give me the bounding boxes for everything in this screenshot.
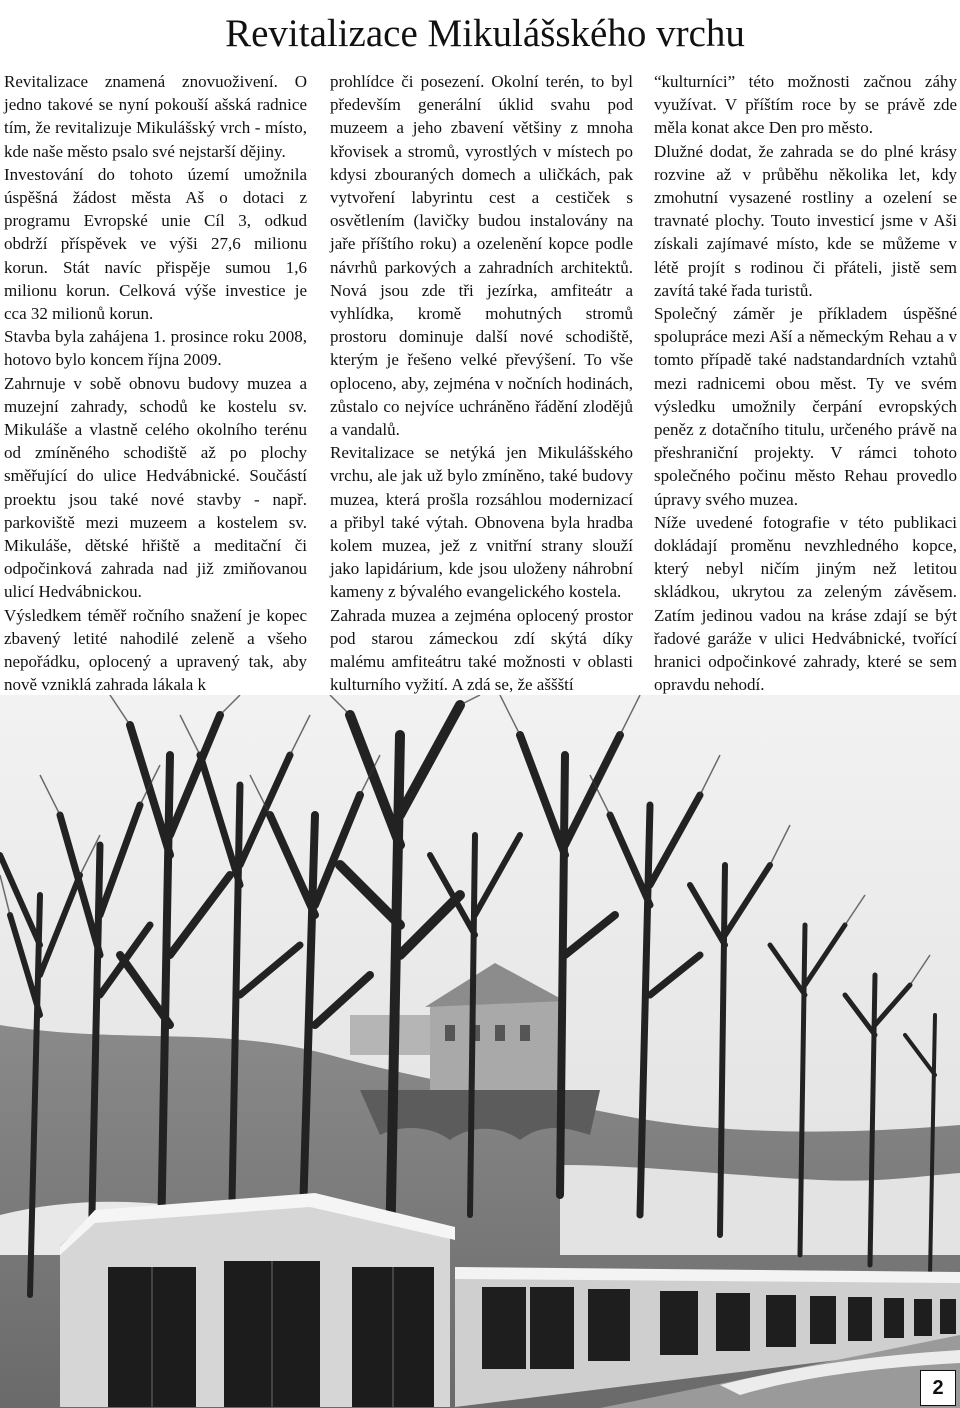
page-number: 2 (920, 1370, 956, 1406)
paragraph: Společný záměr je příkladem úspěšné spolupráce mezi Aší a německým Rehau a v tomto případě také nadstandardních vztahů mezi radnicemi obou měst. Ty ve svém výsledku umožnily čerpání evropských peněz z dotačního titulu, určeného právě na přeshraniční projekty. V rámci tohoto společného počinu město Rehau provedlo úpravy svého muzea. (654, 304, 957, 509)
paragraph: Níže uvedené fotografie v této publikaci dokládají proměnu nevzhledného kopce, který nebyl ničím jiným než letitou skládkou, ukrytou za zeleným závěsem. Zatím jedinou vadou na kráse zdají se být řadové garáže v ulici Hedvábnické, tvořící hranici odpočinkové zahrady, které se sem opravdu nehodí. (654, 512, 957, 695)
paragraph: prohlídce či posezení. Okolní terén, to byl především generální úklid svahu pod muzeem a jeho zbavení většiny z mnoha křovisek a stromů, vyrostlých v místech po kdysi zbouraných domech a uličkách, pak vytvoření labyrintu cest a cestiček s osvětlením (lavičky budou instalovány na jaře příštího roku) a ozelenění kopce podle návrhů parkových a zahradních architektů. Nová jsou zde tři jezírka, amfiteátr a vyhlídka, kromě mohutných stromů prostoru dominuje další nové schodiště, kterým je řešeno velké převýšení. To vše oploceno, aby, zejména v nočních hodinách, zůstalo co nejvíce uchráněno řádění zlodějů a vandalů. (330, 72, 633, 440)
text-column-1 (4, 70, 307, 696)
paragraph: Výsledkem téměř ročního snažení je kopec zbavený letité nahodilé zeleně a všeho nepořádku, oplocený a upravený tak, aby nově vzniklá zahrada lákala k (4, 605, 307, 695)
paragraph: Investování do tohoto území umožnila úspěšná žádost města Aš o dotaci z programu Evropské unie Cíl 3, odkud obdrží příspěvek ve výši 27,6 milionu korun. Stát navíc přispěje sumou 1,6 milionu korun. Celková výše investice je cca 32 milionů korun. (4, 164, 307, 324)
text-column-2 (330, 70, 633, 696)
paragraph: “kulturníci” této možnosti začnou záhy využívat. V příštím roce by se právě zde měla konat akce Den pro město. (654, 72, 957, 138)
hill-photo (0, 695, 960, 1408)
article-title: Revitalizace Mikulášského vrchu (225, 12, 745, 55)
snow-patch (560, 1165, 960, 1255)
paragraph: Stavba byla zahájena 1. prosince roku 2008, hotovo bylo koncem října 2009. (4, 327, 307, 370)
paragraph: Dlužné dodat, že zahrada se do plné krásy rozvine až v průběhu několika let, kdy zmohutní vysazené rostliny a ozelení se travnaté plochy. Touto investicí jsme v Aši získali zajímavé místo, kde se můžeme v létě projít s rodinou či přáteli, jistě sem zavítá také řada turistů. (654, 141, 957, 300)
paragraph: Revitalizace znamená znovuoživení. O jedno takové se nyní pokouší ašská radnice tím, že revitalizuje Mikulášský vrch - místo, kde naše město psalo své nejstarší dějiny. (4, 72, 307, 161)
paragraph: Zahrada muzea a zejména oplocený prostor pod starou zámeckou zdí skýtá díky malému amfiteátru také možnosti v oblasti kulturního vyžití. A zdá se, že aššští (330, 605, 633, 695)
paragraph: Revitalizace se netýká jen Mikulášského vrchu, ale jak už bylo zmíněno, také budovy muzea, která prošla rozsáhlou modernizací a přibyl také výtah. Obnovena byla hradba kolem muzea, jež z vnitřní strany slouží jako lapidárium, kde jsou uloženy náhrobní kameny z bývalého evangelického kostela. (330, 443, 633, 602)
text-column-3 (654, 70, 957, 696)
paragraph: Zahrnuje v sobě obnovu budovy muzea a muzejní zahrady, schodů ke kostelu sv. Mikuláše a vlastně celého okolního terénu od zmíněného schodiště až po plochy směřující do ulice Hedvábnické. Součástí proektu jsou také nové stavby - např. parkoviště mezi muzeem a kostelem sv. Mikuláše, dětské hřiště a meditační či odpočinková zahrada nad již zmiňovanou ulicí Hedvábnickou. (4, 373, 307, 602)
